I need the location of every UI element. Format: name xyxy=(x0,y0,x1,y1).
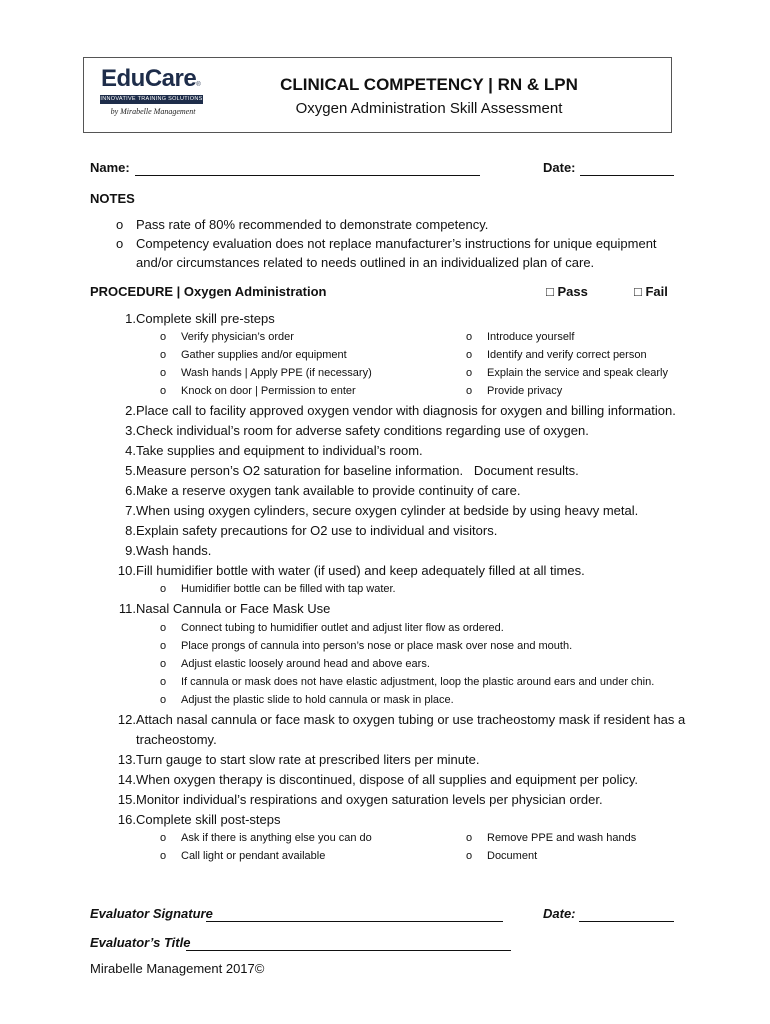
step-text: When using oxygen cylinders, secure oxygen cylinder at bedside by using heavy metal. xyxy=(136,503,639,518)
sub-bullet: o xyxy=(160,349,167,361)
step-number: 16. xyxy=(117,812,136,827)
sub-bullet: o xyxy=(160,367,167,379)
fail-checkbox[interactable]: □ Fail xyxy=(634,284,668,299)
name-label: Name: xyxy=(90,160,130,175)
educare-logo xyxy=(91,64,203,126)
step-number: 7. xyxy=(125,503,136,518)
step-text: Place call to facility approved oxygen vendor with diagnosis for oxygen and billing information. xyxy=(136,403,676,418)
procedure-step xyxy=(112,599,331,619)
document-title: CLINICAL COMPETENCY | RN & LPN xyxy=(280,75,578,94)
step-text-continuation: tracheostomy. xyxy=(136,732,217,747)
sub-bullet: o xyxy=(466,331,473,343)
step-text: When oxygen therapy is discontinued, dispose of all supplies and equipment per policy. xyxy=(136,772,639,787)
document-subtitle: Oxygen Administration Skill Assessment xyxy=(295,100,563,117)
sub-bullet: o xyxy=(160,658,167,670)
footer-copyright: Mirabelle Management 2017© xyxy=(90,961,265,976)
step-number: 1. xyxy=(125,311,136,326)
step-text: Measure person’s O2 saturation for baseline information. Document results. xyxy=(136,463,579,478)
evaluator-date-label: Date: xyxy=(543,906,576,921)
step-number: 11. xyxy=(118,601,136,616)
step-number: 8. xyxy=(125,523,136,538)
step-text: Turn gauge to start slow rate at prescribed liters per minute. xyxy=(136,752,480,767)
sub-bullet: o xyxy=(160,640,167,652)
logo-tagline: INNOVATIVE TRAINING SOLUTIONS xyxy=(100,96,203,102)
step-text: Take supplies and equipment to individual’s room. xyxy=(136,443,423,458)
step-number: 6. xyxy=(125,483,136,498)
sub-bullet: o xyxy=(160,694,167,706)
notes-heading: NOTES xyxy=(90,191,135,206)
sub-bullet: o xyxy=(466,367,473,379)
sub-bullet: o xyxy=(466,850,473,862)
procedure-step xyxy=(112,750,480,770)
logo-registered: ® xyxy=(196,82,201,88)
date-label: Date: xyxy=(543,160,576,175)
evaluator-signature-label: Evaluator Signature xyxy=(90,906,213,921)
sub-bullet: o xyxy=(466,385,473,397)
evaluator-date-line[interactable] xyxy=(579,921,674,922)
evaluator-title-label: Evaluator’s Title xyxy=(90,935,191,950)
evaluator-title-line[interactable] xyxy=(186,950,511,951)
step-text: Make a reserve oxygen tank available to provide continuity of care. xyxy=(136,483,521,498)
sub-bullet: o xyxy=(160,622,167,634)
procedure-step xyxy=(112,710,686,730)
procedure-step xyxy=(112,441,423,461)
logo-name: EduCare xyxy=(101,65,197,92)
procedure-step xyxy=(112,770,639,790)
note-item: Pass rate of 80% recommended to demonstrate competency. xyxy=(136,217,489,232)
note-bullet: o xyxy=(116,217,124,232)
step-text: Fill humidifier bottle with water (if used) and keep adequately filled at all times. xyxy=(136,563,585,578)
step-number: 3. xyxy=(125,423,136,438)
procedure-step xyxy=(112,421,589,441)
step-text: Wash hands. xyxy=(136,543,212,558)
step-number: 4. xyxy=(125,443,136,458)
step-text: Check individual’s room for adverse safety conditions regarding use of oxygen. xyxy=(136,423,589,438)
step-number: 14. xyxy=(117,772,136,787)
header-box xyxy=(83,57,672,133)
procedure-step xyxy=(112,521,498,541)
step-number: 2. xyxy=(125,403,136,418)
sub-bullet: o xyxy=(160,676,167,688)
step-number: 10. xyxy=(117,563,136,578)
evaluator-signature-line[interactable] xyxy=(206,921,503,922)
procedure-step xyxy=(112,790,603,810)
logo-byline: by Mirabelle Management xyxy=(110,107,196,116)
step-text: Nasal Cannula or Face Mask Use xyxy=(136,601,331,616)
sub-bullet: o xyxy=(160,850,167,862)
procedure-step xyxy=(112,461,579,481)
step-text: Attach nasal cannula or face mask to oxygen tubing or use tracheostomy mask if resident has a xyxy=(136,712,686,727)
note-bullet: o xyxy=(116,236,124,251)
name-field-line[interactable] xyxy=(135,175,480,176)
step-text: Complete skill post-steps xyxy=(136,812,281,827)
procedure-step xyxy=(112,501,639,521)
procedure-step xyxy=(112,810,281,830)
procedure-step xyxy=(112,561,585,581)
procedure-step xyxy=(112,309,275,329)
procedure-step xyxy=(112,481,521,501)
pass-checkbox[interactable]: □ Pass xyxy=(546,284,588,299)
procedure-step xyxy=(112,401,676,421)
step-number: 15. xyxy=(117,792,136,807)
procedure-heading: PROCEDURE | Oxygen Administration xyxy=(90,284,327,299)
step-text: Monitor individual’s respirations and oxygen saturation levels per physician order. xyxy=(136,792,603,807)
date-field-line[interactable] xyxy=(580,175,674,176)
sub-bullet: o xyxy=(160,583,167,595)
note-item: Competency evaluation does not replace manufacturer’s instructions for unique equipment and/or circumstances related to needs outlined in an individualized plan of care. xyxy=(136,236,657,270)
step-number: 13. xyxy=(117,752,136,767)
sub-bullet: o xyxy=(466,832,473,844)
sub-bullet: o xyxy=(160,832,167,844)
procedure-step xyxy=(112,541,212,561)
step-text: Explain safety precautions for O2 use to individual and visitors. xyxy=(136,523,498,538)
step-number: 5. xyxy=(125,463,136,478)
sub-bullet: o xyxy=(466,349,473,361)
step-text: Complete skill pre-steps xyxy=(136,311,275,326)
sub-bullet: o xyxy=(160,331,167,343)
sub-bullet: o xyxy=(160,385,167,397)
step-number: 12. xyxy=(117,712,136,727)
step-number: 9. xyxy=(125,543,136,558)
